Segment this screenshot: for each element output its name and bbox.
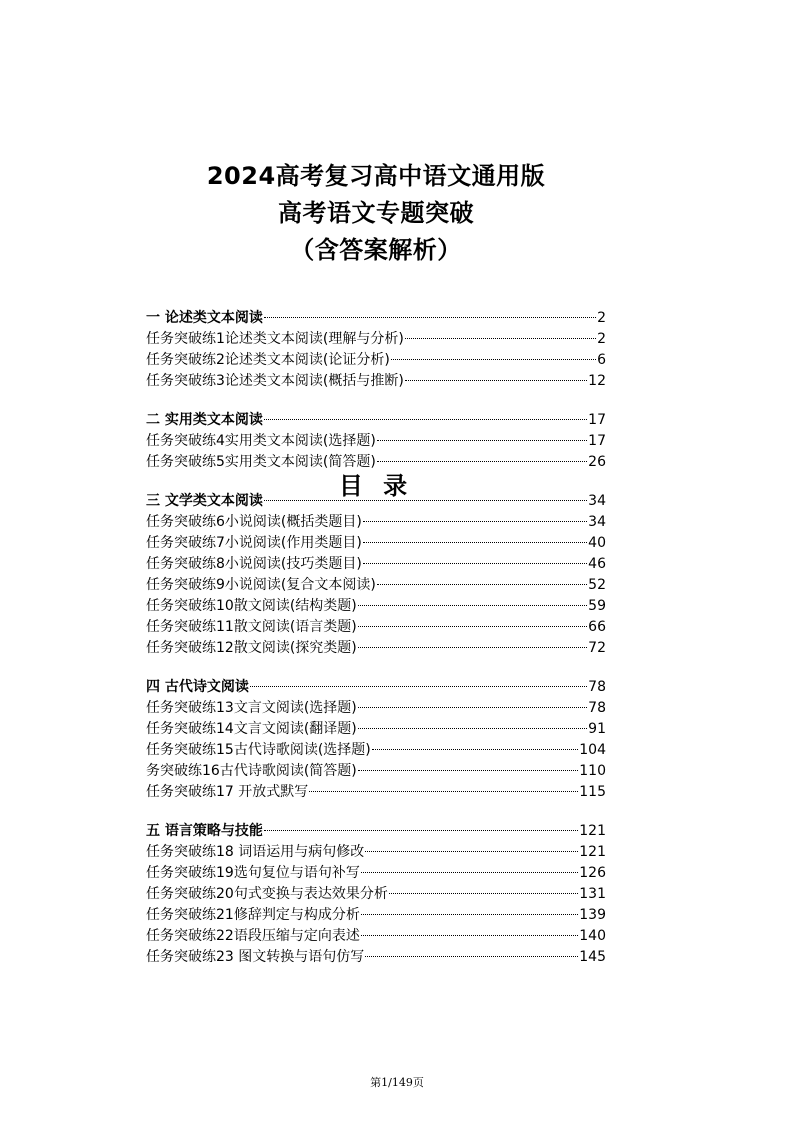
toc-section-title: 一 论述类文本阅读 (146, 310, 263, 326)
toc-entry[interactable] (146, 884, 606, 905)
toc-dot-leader (264, 500, 587, 501)
toc-entry[interactable] (146, 947, 606, 968)
toc-page-number: 52 (588, 577, 606, 593)
toc-dot-leader (264, 830, 578, 831)
toc-dot-leader (365, 956, 578, 957)
toc-dot-leader (361, 935, 578, 936)
toc-dot-leader (363, 521, 587, 522)
toc-page-number: 121 (579, 844, 606, 860)
toc-section-heading[interactable] (146, 491, 606, 512)
toc-page-number: 34 (588, 514, 606, 530)
toc-entry-title: 任务突破练12散文阅读(探究类题) (146, 640, 357, 656)
toc-entry-title: 任务突破练19选句复位与语句补写 (146, 865, 360, 881)
toc-page-number: 59 (588, 598, 606, 614)
toc-entry-title: 任务突破练3论述类文本阅读(概括与推断) (146, 373, 404, 389)
toc-entry-title: 任务突破练1论述类文本阅读(理解与分析) (146, 331, 404, 347)
toc-entry[interactable] (146, 575, 606, 596)
toc-dot-leader (250, 686, 587, 687)
toc-entry[interactable] (146, 905, 606, 926)
toc-entry-title: 任务突破练21修辞判定与构成分析 (146, 907, 360, 923)
toc-page-number: 34 (588, 493, 606, 509)
toc-entry[interactable] (146, 782, 606, 803)
toc-entry-title: 任务突破练4实用类文本阅读(选择题) (146, 433, 376, 449)
toc-dot-leader (372, 749, 579, 750)
toc-entry[interactable] (146, 698, 606, 719)
toc-page-number: 12 (588, 373, 606, 389)
toc-entry-title: 任务突破练5实用类文本阅读(简答题) (146, 454, 376, 470)
toc-entry-title: 任务突破练23 图文转换与语句仿写 (146, 949, 365, 965)
toc-entry[interactable] (146, 452, 606, 473)
toc-entry[interactable] (146, 554, 606, 575)
toc-dot-leader (377, 461, 587, 462)
toc-dot-leader (405, 338, 596, 339)
toc-entry-title: 任务突破练20句式变换与表达效果分析 (146, 886, 388, 902)
toc-page-number: 66 (588, 619, 606, 635)
toc-dot-leader (358, 605, 587, 606)
toc-section-heading[interactable] (146, 821, 606, 842)
toc-page-number: 110 (579, 763, 606, 779)
toc-section-heading[interactable] (146, 410, 606, 431)
toc-page-number: 2 (597, 331, 606, 347)
toc-entry-title: 任务突破练17 开放式默写 (146, 784, 309, 800)
toc-dot-leader (264, 419, 587, 420)
toc-page-number: 46 (588, 556, 606, 572)
toc-entry[interactable] (146, 596, 606, 617)
toc-page-number: 72 (588, 640, 606, 656)
toc-page-number: 78 (588, 700, 606, 716)
toc-entry[interactable] (146, 512, 606, 533)
toc-entry[interactable] (146, 863, 606, 884)
toc-entry[interactable] (146, 617, 606, 638)
page-indicator: 第1/149页 (370, 1076, 424, 1089)
toc-section-title: 三 文学类文本阅读 (146, 493, 263, 509)
toc-dot-leader (365, 851, 578, 852)
toc-dot-leader (358, 647, 587, 648)
toc-entry[interactable] (146, 533, 606, 554)
toc-section-title: 五 语言策略与技能 (146, 823, 263, 839)
toc-entry-title: 任务突破练8小说阅读(技巧类题目) (146, 556, 362, 572)
toc-entry[interactable] (146, 842, 606, 863)
toc-section (146, 821, 606, 968)
toc-entry-title: 任务突破练11散文阅读(语言类题) (146, 619, 357, 635)
toc-entry[interactable] (146, 371, 606, 392)
toc-entry[interactable] (146, 431, 606, 452)
toc-dot-leader (358, 626, 587, 627)
toc-entry-title: 任务突破练9小说阅读(复合文本阅读) (146, 577, 376, 593)
toc-entry[interactable] (146, 740, 606, 761)
toc-entry[interactable] (146, 350, 606, 371)
toc-section (146, 677, 606, 803)
toc-dot-leader (363, 542, 587, 543)
toc-dot-leader (391, 359, 596, 360)
toc-page-number: 139 (579, 907, 606, 923)
document-subtitle: 高考语文专题突破 (278, 199, 474, 227)
toc-page-number: 6 (597, 352, 606, 368)
document-answer-note: （含答案解析） (290, 236, 462, 264)
toc-entry-title: 任务突破练10散文阅读(结构类题) (146, 598, 357, 614)
toc-entry-title: 任务突破练22语段压缩与定向表述 (146, 928, 360, 944)
toc-section-title: 四 古代诗文阅读 (146, 679, 249, 695)
toc-page-number: 126 (579, 865, 606, 881)
toc-page-number: 78 (588, 679, 606, 695)
toc-dot-leader (358, 728, 587, 729)
toc-page-number: 26 (588, 454, 606, 470)
toc-entry[interactable] (146, 638, 606, 659)
toc-entry-title: 务突破练16古代诗歌阅读(简答题) (146, 763, 357, 779)
toc-dot-leader (264, 317, 596, 318)
toc-entry-title: 任务突破练7小说阅读(作用类题目) (146, 535, 362, 551)
toc-page-number: 121 (579, 823, 606, 839)
toc-dot-leader (361, 914, 578, 915)
toc-page-number: 17 (588, 412, 606, 428)
toc-entry-title: 任务突破练13文言文阅读(选择题) (146, 700, 357, 716)
table-of-contents (146, 308, 606, 986)
table-of-contents-heading: 目 录 (338, 472, 414, 500)
toc-dot-leader (377, 440, 587, 441)
toc-entry[interactable] (146, 719, 606, 740)
toc-entry[interactable] (146, 761, 606, 782)
toc-dot-leader (377, 584, 587, 585)
toc-page-number: 140 (579, 928, 606, 944)
toc-entry-title: 任务突破练6小说阅读(概括类题目) (146, 514, 362, 530)
toc-page-number: 131 (579, 886, 606, 902)
toc-dot-leader (358, 707, 587, 708)
toc-section (146, 308, 606, 392)
toc-dot-leader (363, 563, 587, 564)
toc-section-title: 二 实用类文本阅读 (146, 412, 263, 428)
toc-entry[interactable] (146, 926, 606, 947)
toc-entry-title: 任务突破练2论述类文本阅读(论证分析) (146, 352, 390, 368)
toc-section (146, 410, 606, 473)
toc-entry-title: 任务突破练15古代诗歌阅读(选择题) (146, 742, 371, 758)
toc-dot-leader (389, 893, 578, 894)
toc-section-heading[interactable] (146, 677, 606, 698)
toc-dot-leader (309, 791, 578, 792)
toc-page-number: 40 (588, 535, 606, 551)
toc-page-number: 2 (597, 310, 606, 326)
toc-dot-leader (361, 872, 578, 873)
toc-section-heading[interactable] (146, 308, 606, 329)
toc-page-number: 145 (579, 949, 606, 965)
toc-page-number: 91 (588, 721, 606, 737)
toc-section (146, 491, 606, 659)
document-title: 2024高考复习高中语文通用版 (206, 162, 546, 190)
toc-entry-title: 任务突破练18 词语运用与病句修改 (146, 844, 365, 860)
toc-entry-title: 任务突破练14文言文阅读(翻译题) (146, 721, 357, 737)
toc-page-number: 104 (579, 742, 606, 758)
toc-entry[interactable] (146, 329, 606, 350)
toc-page-number: 17 (588, 433, 606, 449)
toc-dot-leader (405, 380, 587, 381)
toc-page-number: 115 (579, 784, 606, 800)
toc-dot-leader (358, 770, 579, 771)
